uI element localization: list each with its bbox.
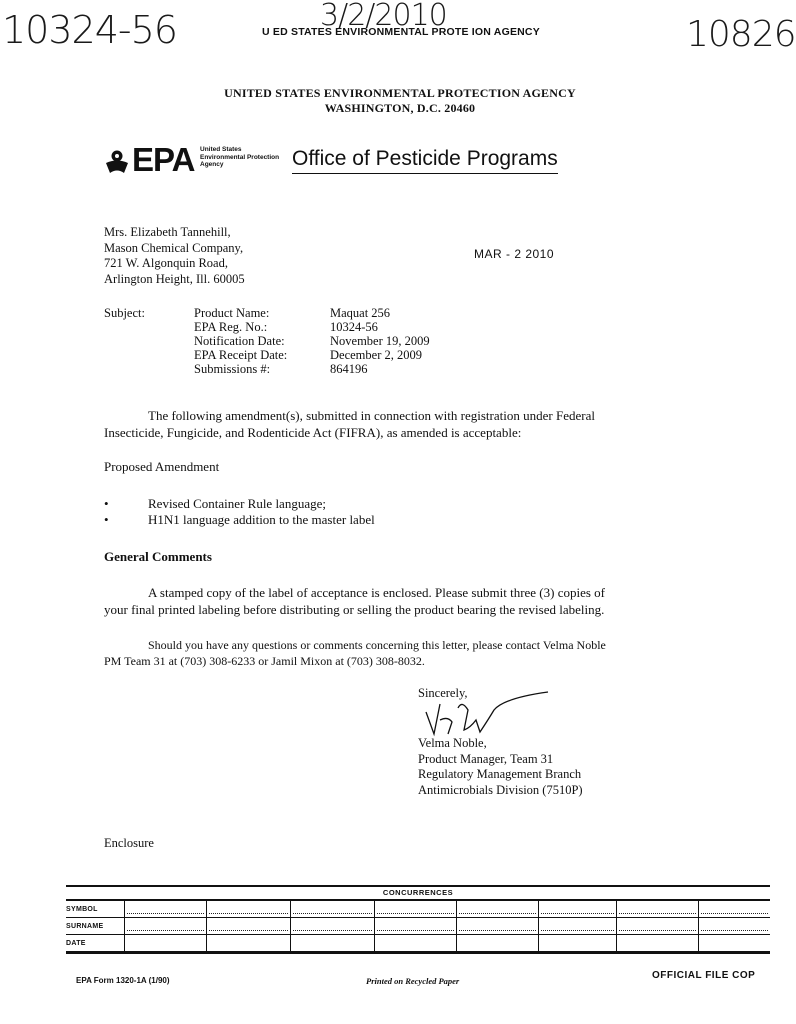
epa-logo-block	[104, 142, 594, 182]
row-label: SYMBOL	[66, 901, 124, 918]
concurrences-title: CONCURRENCES	[66, 885, 770, 900]
subject-row	[194, 362, 514, 376]
recipient-line1: Mrs. Elizabeth Tannehill,	[104, 225, 231, 239]
closing: Sincerely,	[418, 686, 468, 700]
handwritten-date: 3/2/2010	[320, 0, 447, 33]
list-item: • H1N1 language addition to the master label	[104, 512, 375, 527]
signer-title3: Antimicrobials Division (7510P)	[418, 782, 583, 797]
intro-paragraph	[104, 407, 684, 441]
list-item-text: Revised Container Rule language;	[148, 496, 326, 511]
signature-block	[418, 736, 583, 798]
agency-header	[15, 86, 785, 116]
concurrences-grid	[66, 900, 770, 952]
subject-key: Notification Date:	[194, 334, 285, 348]
list-item: • Revised Container Rule language;	[104, 496, 326, 511]
subject-key: Submissions #:	[194, 362, 271, 376]
office-title: Office of Pesticide Programs	[292, 146, 558, 174]
enclosure-note: Enclosure	[104, 836, 154, 850]
epa-mark: EPA	[132, 141, 195, 178]
subject-key: EPA Reg. No.:	[194, 320, 268, 334]
signer-title2: Regulatory Management Branch	[418, 767, 582, 781]
epa-small-line1: United States	[200, 146, 242, 153]
subject-row	[194, 320, 514, 334]
recipient-line4: Arlington Height, Ill. 60005	[104, 271, 245, 286]
epa-flower-icon	[104, 148, 130, 174]
concurrence-row	[66, 901, 770, 918]
general-heading: General Comments	[104, 549, 212, 564]
recipient-line2: Mason Chemical Company,	[104, 240, 244, 255]
list-item-text: H1N1 language addition to the master label	[148, 512, 375, 527]
form-number: EPA Form 1320-1A (1/90)	[76, 976, 170, 985]
general-paragraph	[104, 584, 694, 618]
subject-value: December 2, 2009	[330, 348, 422, 362]
contact-line1: Should you have any questions or comments concerning this letter, please contact Velma Noble	[148, 638, 606, 652]
contact-line2: PM Team 31 at (703) 308-6233 or Jamil Mixon at (703) 308-8032.	[104, 654, 425, 668]
subject-key: EPA Receipt Date:	[194, 348, 288, 362]
intro-line2: Insecticide, Fungicide, and Rodenticide Act (FIFRA), as amended is acceptable:	[104, 425, 522, 440]
signer-title1: Product Manager, Team 31	[418, 751, 554, 766]
general-line1: A stamped copy of the label of acceptance is enclosed. Please submit three (3) copies of	[148, 585, 606, 600]
contact-paragraph	[104, 637, 694, 669]
recipient-line3: 721 W. Algonquin Road,	[104, 256, 228, 270]
epa-small-line3: Agency	[200, 161, 224, 168]
epa-small-name	[200, 146, 279, 169]
handwritten-file-number: 10826	[686, 14, 796, 55]
subject-value: 10324-56	[330, 320, 378, 334]
epa-small-line2: Environmental Protection	[200, 153, 280, 161]
row-label: DATE	[66, 935, 124, 952]
general-line2: your final printed labeling before distributing or selling the product bearing the revised labeling.	[104, 602, 605, 617]
top-header: U ED STATES ENVIRONMENTAL PROTE ION AGENCY	[262, 26, 540, 38]
recycled-note: Printed on Recycled Paper	[366, 976, 460, 986]
subject-table	[194, 306, 514, 376]
subject-value: Maquat 256	[330, 306, 391, 320]
subject-value: 864196	[330, 362, 368, 376]
subject-row	[194, 306, 514, 320]
concurrence-row	[66, 918, 770, 935]
official-file-copy: OFFICIAL FILE COP	[652, 970, 756, 981]
concurrences-table	[66, 885, 770, 954]
agency-header-line1: UNITED STATES ENVIRONMENTAL PROTECTION AGENCY	[224, 86, 576, 100]
handwritten-reg-number: 10324-56	[2, 8, 177, 52]
intro-line1: The following amendment(s), submitted in connection with registration under Federal	[148, 408, 595, 423]
subject-key: Product Name:	[194, 306, 270, 320]
handwritten-signature	[418, 690, 558, 740]
subject-row	[194, 348, 514, 362]
agency-header-line2: WASHINGTON, D.C. 20460	[324, 101, 476, 115]
signer-name: Velma Noble,	[418, 736, 487, 750]
subject-row	[194, 334, 514, 348]
subject-value: November 19, 2009	[330, 334, 430, 348]
amendment-list	[104, 496, 604, 528]
proposed-heading: Proposed Amendment	[104, 459, 220, 474]
recipient-address	[104, 225, 245, 287]
date-stamp: MAR - 2 2010	[474, 247, 555, 261]
concurrence-row	[66, 935, 770, 952]
row-label: SURNAME	[66, 918, 124, 935]
subject-label: Subject:	[104, 306, 145, 320]
